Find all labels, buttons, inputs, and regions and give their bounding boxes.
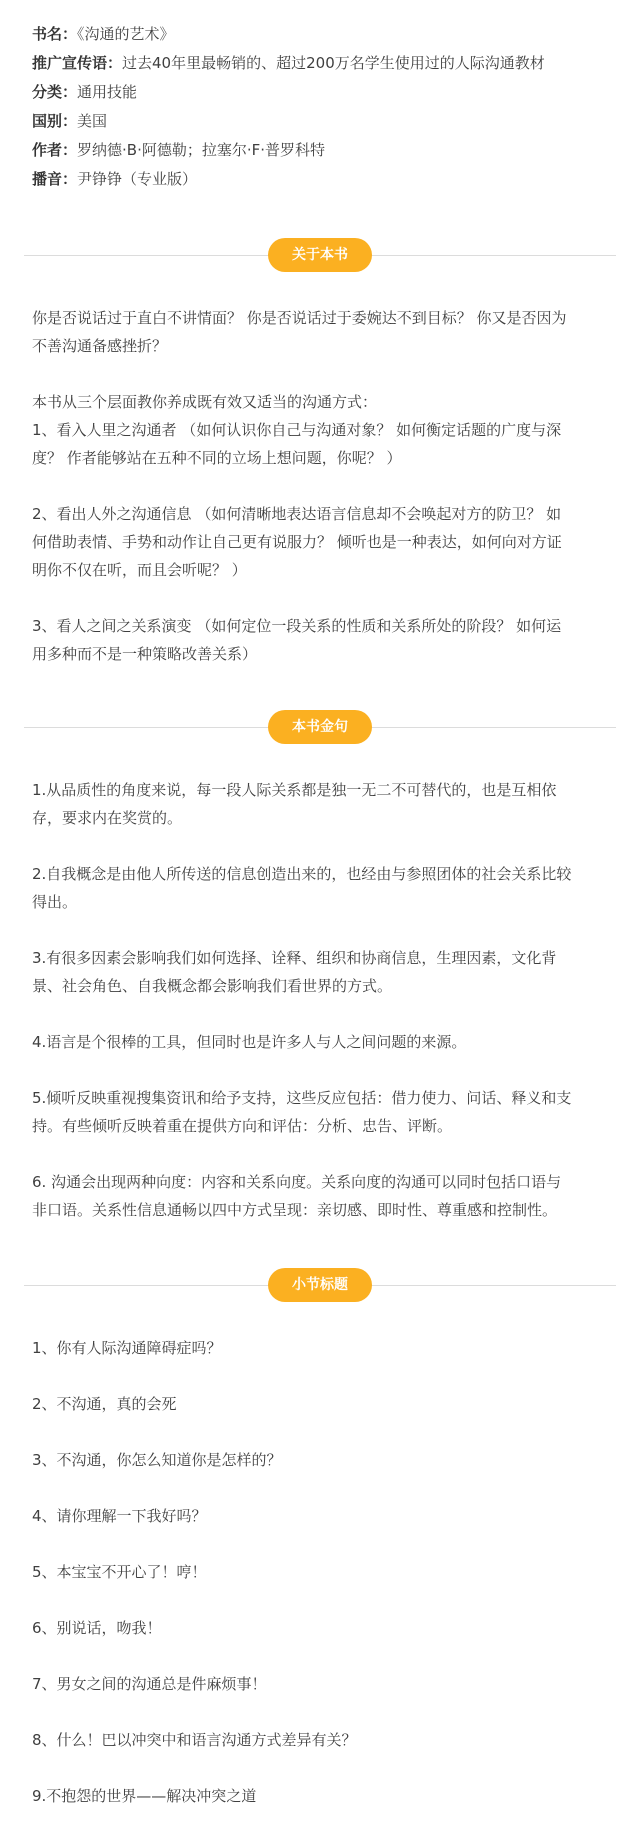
quote-5-line1: 5.倾听反映重视搜集资讯和给予支持，这些反应包括：借力使力、问话、释义和支 <box>32 1089 572 1107</box>
about-p1-line1: 你是否说话过于直白不讲情面？ 你是否说话过于委婉达不到目标？ 你又是否因为 <box>32 309 567 327</box>
section-label-about: 关于本书 <box>268 238 372 272</box>
about-intro: 本书从三个层面教你养成既有效又适当的沟通方式： <box>32 393 378 411</box>
about-item2-line2: 何借助表情、手势和动作让自己更有说服力？ 倾听也是一种表达，如何向对方证 <box>32 533 562 551</box>
quote-item <box>32 860 612 916</box>
meta-author-key: 作者： <box>32 141 78 159</box>
subtitle-item: 2、不沟通，真的会死 <box>32 1395 177 1413</box>
section-divider-about <box>24 238 616 274</box>
about-content <box>32 304 612 360</box>
section-divider-subtitles <box>24 1268 616 1304</box>
quote-1-line2: 存，要求内在奖赏的。 <box>32 809 183 827</box>
subtitle-item: 9.不抱怨的世界——解决冲突之道 <box>32 1787 257 1805</box>
meta-slogan-key: 推广宣传语： <box>32 54 123 72</box>
meta-country-row <box>32 107 612 136</box>
quote-6-line1: 6. 沟通会出现两种向度：内容和关系向度。关系向度的沟通可以同时包括口语与 <box>32 1173 562 1191</box>
meta-author-row <box>32 136 612 165</box>
quote-item <box>32 1168 612 1224</box>
quote-item <box>32 944 612 1000</box>
about-p1-line2: 不善沟通备感挫折？ <box>32 337 168 355</box>
about-item3-line1: 3、看人之间之关系演变 （如何定位一段关系的性质和关系所处的阶段？ 如何运 <box>32 617 562 635</box>
about-list <box>32 388 612 472</box>
quote-2-line1: 2.自我概念是由他人所传送的信息创造出来的，也经由与参照团体的社会关系比较 <box>32 865 572 883</box>
meta-title-key: 书名： <box>32 25 78 43</box>
meta-category-row <box>32 78 612 107</box>
section-divider-quotes <box>24 710 616 746</box>
book-meta <box>32 20 612 194</box>
meta-author-value: 罗纳德·B·阿德勒；拉塞尔·F·普罗科特 <box>77 141 326 159</box>
section-label-subtitles: 小节标题 <box>268 1268 372 1302</box>
meta-slogan-value: 过去40年里最畅销的、超过200万名学生使用过的人际沟通教材 <box>122 54 545 72</box>
quote-3-line2: 景、社会角色、自我概念都会影响我们看世界的方式。 <box>32 977 393 995</box>
subtitle-item: 3、不沟通，你怎么知道你是怎样的？ <box>32 1451 282 1469</box>
subtitle-item: 1、你有人际沟通障碍症吗？ <box>32 1339 222 1357</box>
subtitle-item: 8、什么！巴以冲突中和语言沟通方式差异有关？ <box>32 1731 357 1749</box>
quote-2-line2: 得出。 <box>32 893 78 911</box>
quote-item <box>32 776 612 832</box>
meta-category-key: 分类： <box>32 83 78 101</box>
meta-category-value: 通用技能 <box>77 83 138 101</box>
about-item2-line1: 2、看出人外之沟通信息 （如何清晰地表达语言信息却不会唤起对方的防卫？ 如 <box>32 505 562 523</box>
about-item2-line3: 明你不仅在听，而且会听呢？ ） <box>32 561 247 579</box>
about-item3-line2: 用多种而不是一种策略改善关系） <box>32 645 258 663</box>
about-item3 <box>32 612 612 668</box>
quote-1-line1: 1.从品质性的角度来说，每一段人际关系都是独一无二不可替代的，也是互相依 <box>32 781 557 799</box>
about-item1-line2: 度？ 作者能够站在五种不同的立场上想问题，你呢？ ） <box>32 449 402 467</box>
quote-5-line2: 持。有些倾听反映着重在提供方向和评估：分析、忠告、评断。 <box>32 1117 453 1135</box>
about-item1-line1: 1、看入人里之沟通者 （如何认识你自己与沟通对象？ 如何衡定话题的广度与深 <box>32 421 562 439</box>
subtitle-item: 6、别说话，吻我！ <box>32 1619 162 1637</box>
meta-title-value: 《沟通的艺术》 <box>77 25 175 43</box>
meta-narrator-key: 播音： <box>32 170 78 188</box>
meta-country-key: 国别： <box>32 112 78 130</box>
subtitle-item: 4、请你理解一下我好吗？ <box>32 1507 207 1525</box>
about-item2 <box>32 500 612 584</box>
quote-item <box>32 1084 612 1140</box>
meta-narrator-value: 尹铮铮（专业版） <box>77 170 198 188</box>
section-label-quotes: 本书金句 <box>268 710 372 744</box>
meta-slogan-row <box>32 49 612 78</box>
quote-4-line1: 4.语言是个很棒的工具，但同时也是许多人与人之间问题的来源。 <box>32 1033 467 1051</box>
quote-item <box>32 1028 612 1056</box>
meta-title-row <box>32 20 612 49</box>
meta-narrator-row <box>32 165 612 194</box>
subtitle-item: 5、本宝宝不开心了！哼！ <box>32 1563 207 1581</box>
quote-3-line1: 3.有很多因素会影响我们如何选择、诠释、组织和协商信息，生理因素，文化背 <box>32 949 557 967</box>
meta-country-value: 美国 <box>77 112 108 130</box>
quote-6-line2: 非口语。关系性信息通畅以四中方式呈现：亲切感、即时性、尊重感和控制性。 <box>32 1201 558 1219</box>
subtitle-item: 7、男女之间的沟通总是件麻烦事！ <box>32 1675 267 1693</box>
